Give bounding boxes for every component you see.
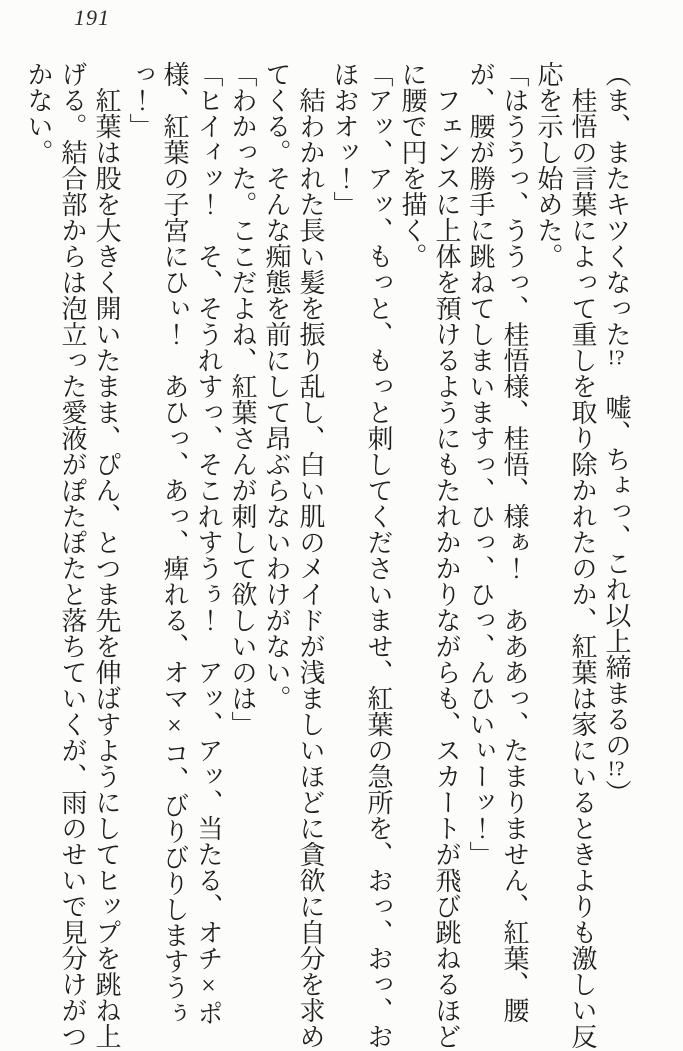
paragraph: 紅葉は股を大きく開いたまま、ぴん、とつま先を伸ばすようにしてヒップを跳ね上げる。結合部からは泡立った愛液がぽたぽたと落ちていくが、雨のせいで見分けがつかない。 (24, 61, 121, 1049)
paragraph: 「アッ、アッ、もっと、もっと刺してくださいませ、紅葉の急所を、おっ、おっ、おほおオッ！」 (330, 61, 393, 1049)
paragraph: フェンスに上体を預けるようにもたれかかりながらも、スカートが飛び跳ねるほどに腰で円を描く。 (398, 61, 461, 1049)
paragraph: 結わかれた長い髪を振り乱し、白い肌のメイドが浅ましいほどに貪欲に自分を求めてくる。そんな痴態を前にして昂ぶらないわけがない。 (262, 61, 325, 1049)
paragraph: 桂悟の言葉によって重しを取り除かれたのか、紅葉は家にいるときよりも激しい反応を示し始めた。 (534, 61, 597, 1049)
paragraph: 「はううっ、ううっ、桂悟様、桂悟、様ぁ！ あああっ、たまりません、紅葉、腰が、腰が勝手に跳ねてしまいますっ、ひっ、ひっ、んひいぃーッ！」 (466, 61, 529, 1023)
paragraph: 「ヒイィッ！ そ、そうれすっ、そこれすうぅ！ アッ、アッ、当たる、オチ×ポ様、紅葉の子宮にひぃ！ あひっ、あっ、痺れる、オマ×コ、びりびりしますうぅっ！」 (126, 61, 223, 1026)
tatechuyoko-exclamation-question: !? (607, 758, 625, 780)
page-number: 191 (74, 5, 110, 30)
paragraph: （ま、またキツくなった!? 嘘、ちょっ、これ以上締まるの!?） (602, 61, 631, 806)
tatechuyoko-exclamation-question: !? (607, 347, 625, 369)
text-block (21, 61, 633, 1051)
paragraph: 「わかった。ここだよね、紅葉さんが刺して欲しいのは」 (228, 61, 257, 737)
